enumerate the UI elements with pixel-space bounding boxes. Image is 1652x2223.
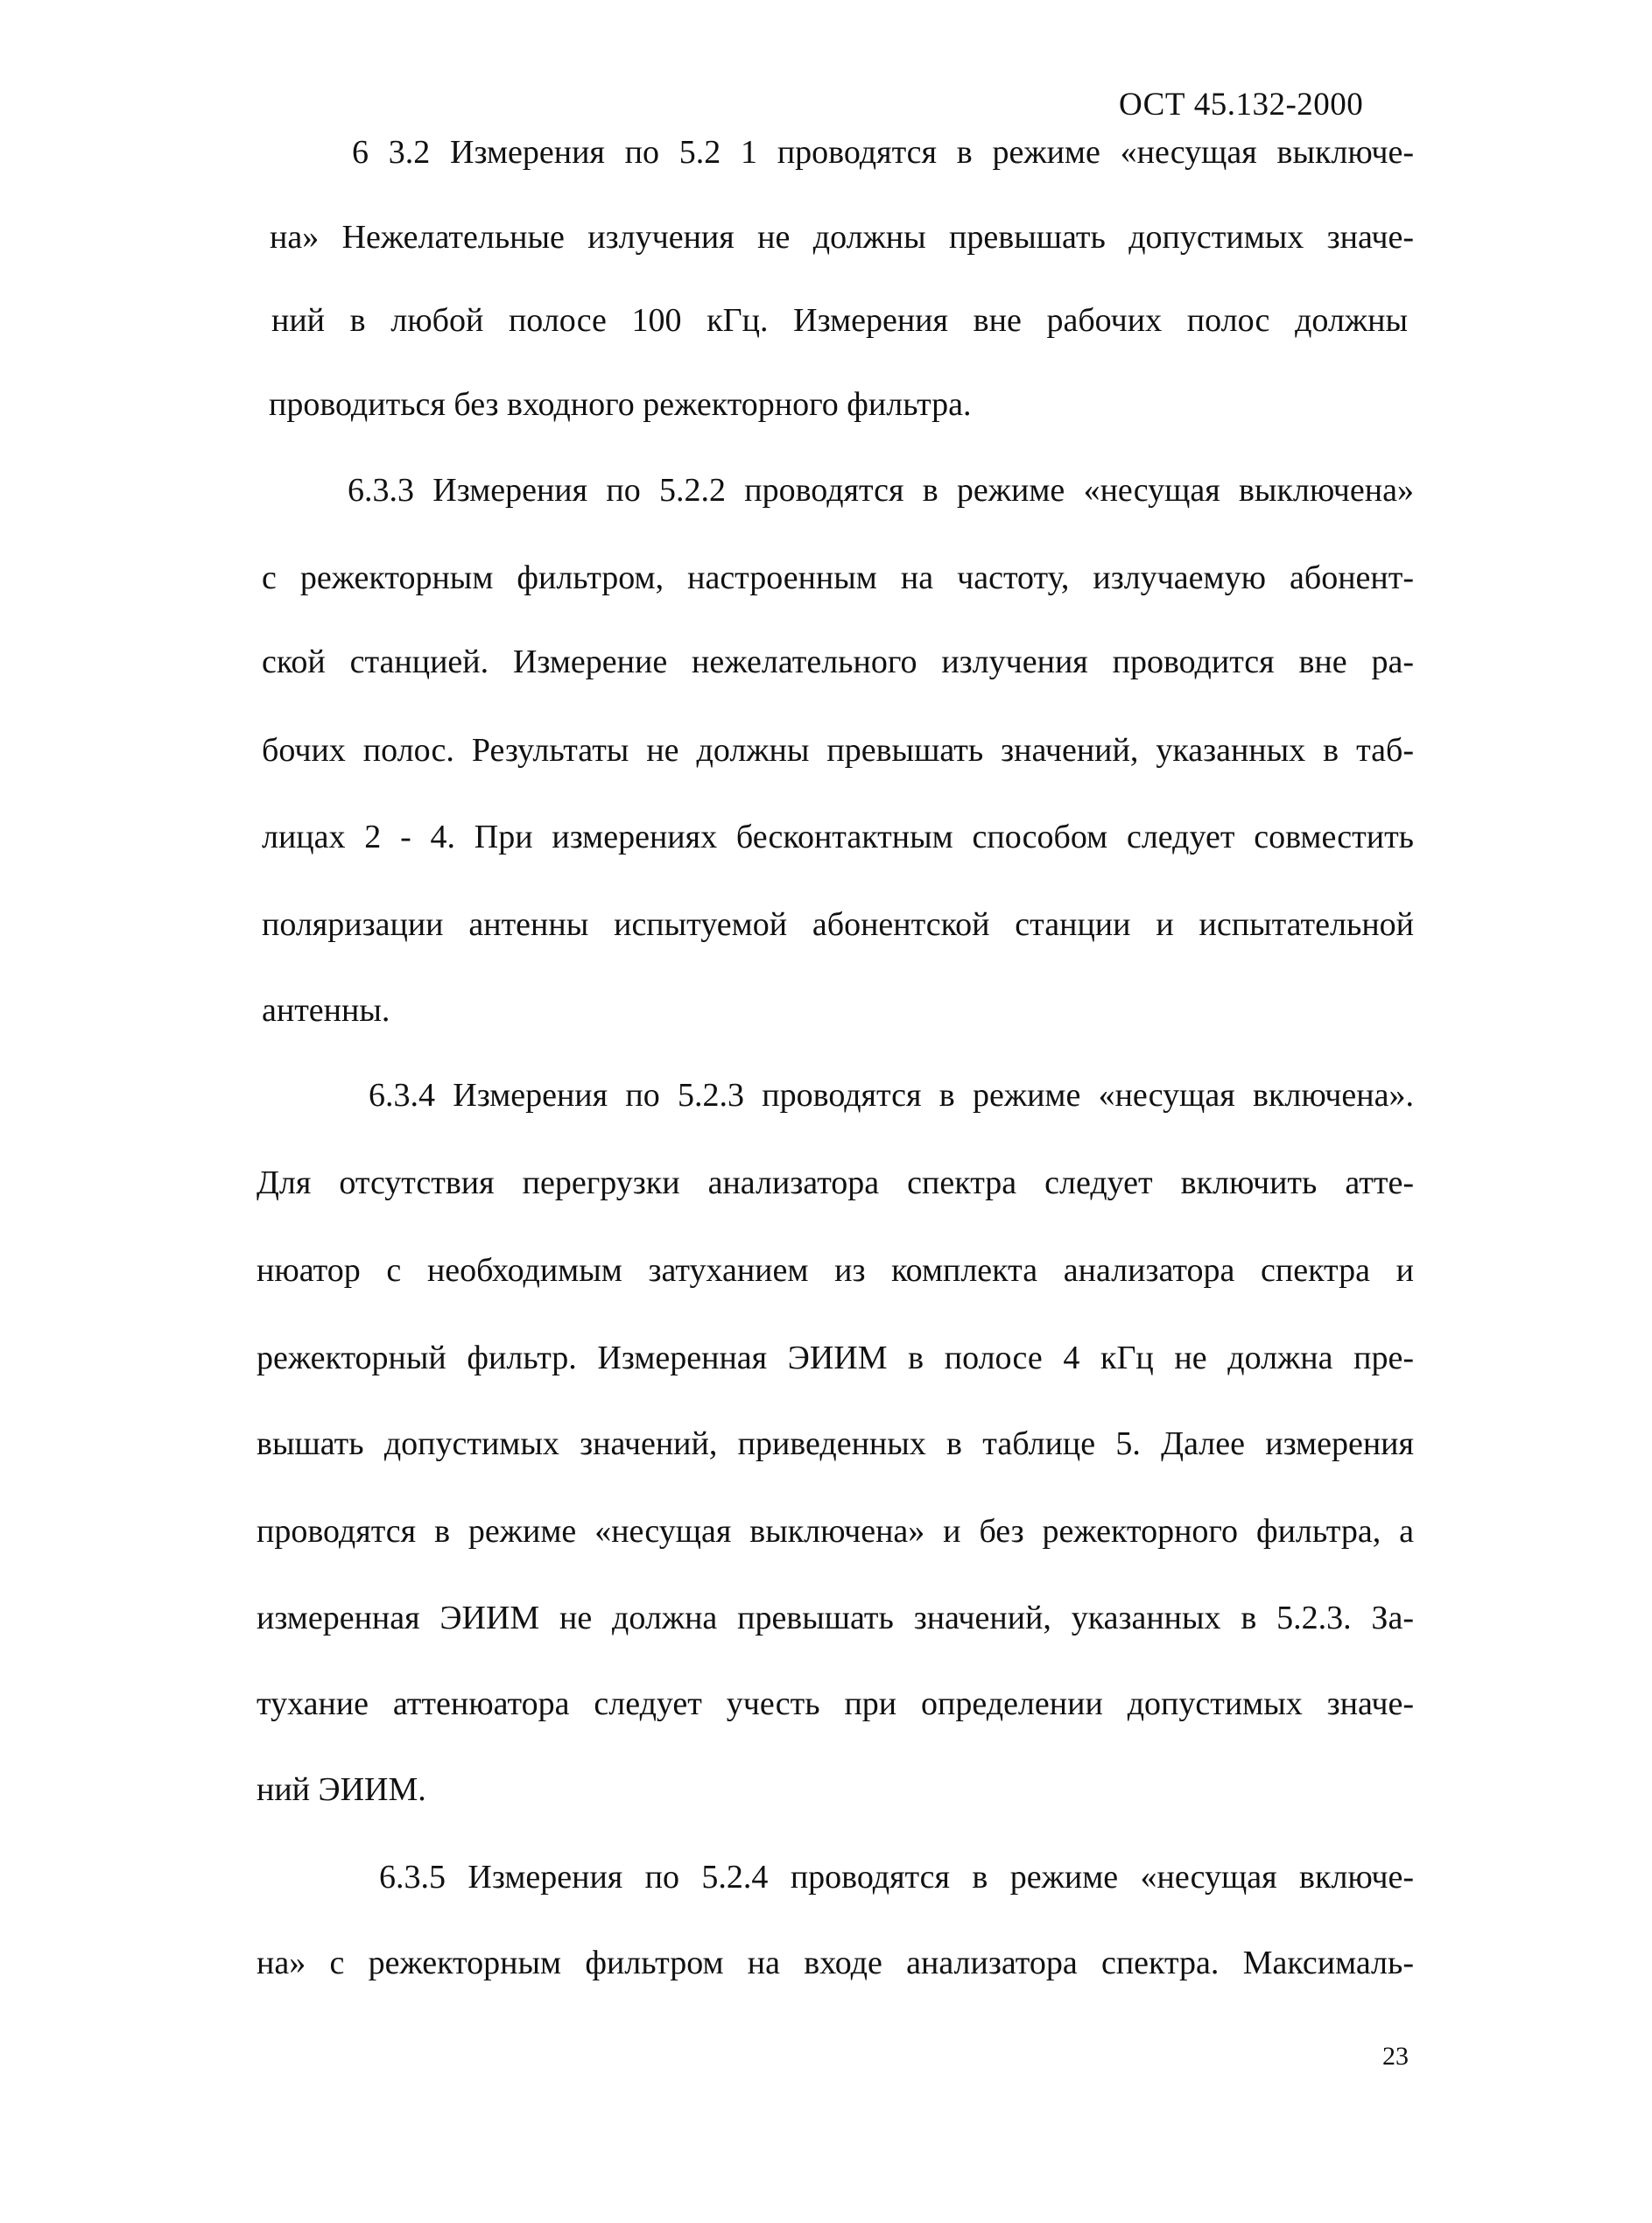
text-line: режекторный фильтр. Измеренная ЭИИМ в полосе 4 кГц не должна пре- (257, 1340, 1414, 1376)
text-line: ний в любой полосе 100 кГц. Измерения вне рабочих полос должны (271, 302, 1408, 339)
text-line: на» с режекторным фильтром на входе анализатора спектра. Максималь- (257, 1945, 1414, 1981)
text-line: 6 3.2 Измерения по 5.2 1 проводятся в режиме «несущая выключе- (352, 134, 1414, 171)
text-line: 6.3.3 Измерения по 5.2.2 проводятся в режиме «несущая выключена» (348, 472, 1414, 509)
document-code-header: ОСТ 45.132-2000 (1119, 87, 1364, 123)
text-line: на» Нежелательные излучения не должны превышать допустимых значе- (270, 219, 1414, 256)
text-line: ний ЭИИМ. (257, 1771, 426, 1808)
text-line: 6.3.5 Измерения по 5.2.4 проводятся в режиме «несущая включе- (379, 1859, 1414, 1896)
text-line: Для отсутствия перегрузки анализатора спектра следует включить атте- (257, 1164, 1414, 1201)
text-line: проводиться без входного режекторного фильтра. (269, 386, 972, 423)
page-number: 23 (1382, 2042, 1409, 2071)
text-line: измеренная ЭИИМ не должна превышать значений, указанных в 5.2.3. За- (257, 1600, 1414, 1636)
text-line: проводятся в режиме «несущая выключена» и без режекторного фильтра, а (257, 1513, 1414, 1550)
text-line: бочих полос. Результаты не должны превышать значений, указанных в таб- (262, 732, 1414, 769)
text-line: лицах 2 - 4. При измерениях бесконтактным способом следует совместить (262, 819, 1414, 855)
text-line: поляризации антенны испытуемой абонентской станции и испытательной (262, 906, 1414, 943)
text-line: ской станцией. Измерение нежелательного излучения проводится вне ра- (262, 644, 1414, 680)
text-line: нюатор с необходимым затуханием из комплекта анализатора спектра и (257, 1252, 1414, 1289)
text-line: антенны. (262, 992, 390, 1029)
text-line: с режекторным фильтром, настроенным на частоту, излучаемую абонент- (262, 559, 1414, 596)
text-line: тухание аттенюатора следует учесть при определении допустимых значе- (257, 1685, 1414, 1722)
text-line: вышать допустимых значений, приведенных в таблице 5. Далее измерения (257, 1425, 1414, 1462)
text-line: 6.3.4 Измерения по 5.2.3 проводятся в режиме «несущая включена». (369, 1077, 1414, 1114)
